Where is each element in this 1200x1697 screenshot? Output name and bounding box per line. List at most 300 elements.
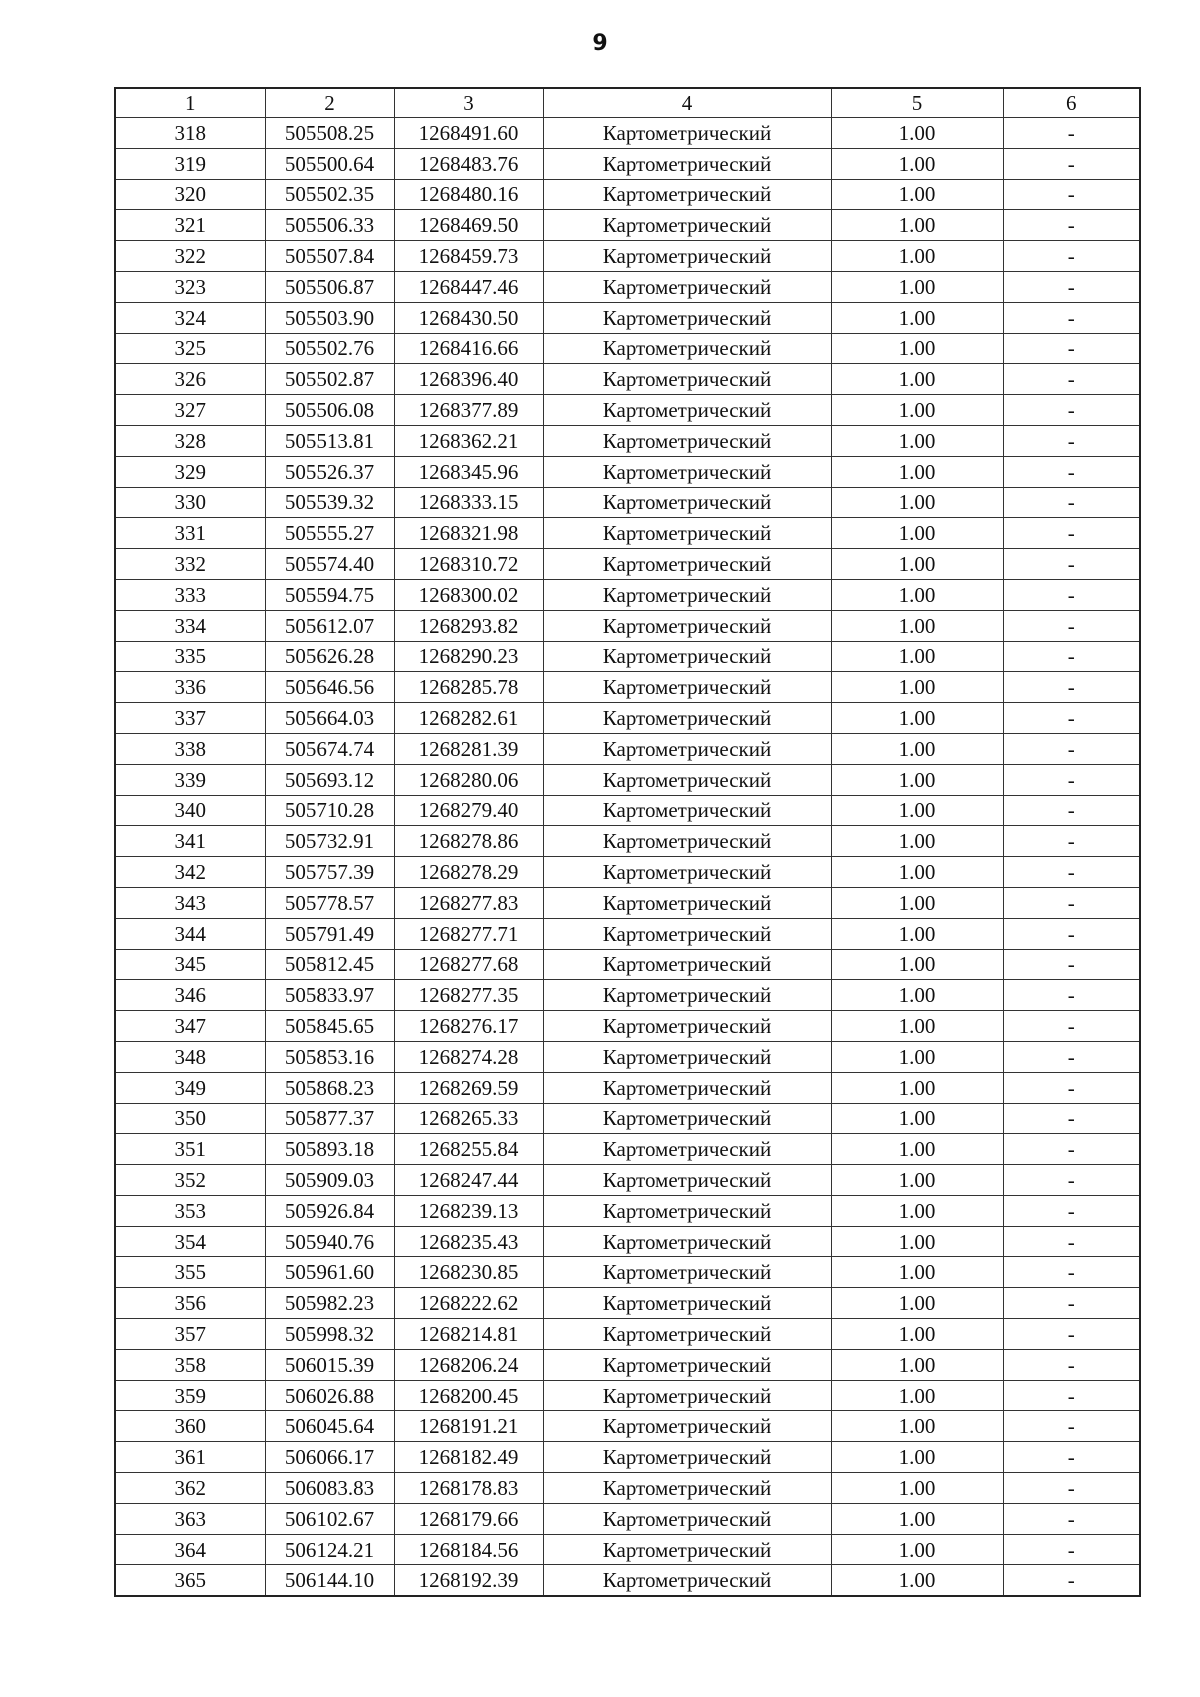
table-row — [115, 1103, 1140, 1134]
x-coordinate-cell: 505845.65 — [265, 1011, 394, 1042]
method-cell: Картометрический — [543, 1134, 831, 1165]
x-coordinate-cell: 505508.25 — [265, 118, 394, 149]
method-cell: Картометрический — [543, 857, 831, 888]
method-cell: Картометрический — [543, 980, 831, 1011]
point-number-cell: 325 — [115, 333, 265, 364]
note-cell: - — [1003, 1411, 1140, 1442]
note-cell: - — [1003, 1011, 1140, 1042]
accuracy-cell: 1.00 — [831, 1349, 1003, 1380]
table-row — [115, 949, 1140, 980]
x-coordinate-cell: 505693.12 — [265, 764, 394, 795]
method-cell: Картометрический — [543, 887, 831, 918]
point-number-cell: 347 — [115, 1011, 265, 1042]
method-cell: Картометрический — [543, 1257, 831, 1288]
y-coordinate-cell: 1268265.33 — [394, 1103, 543, 1134]
method-cell: Картометрический — [543, 395, 831, 426]
x-coordinate-cell: 505506.08 — [265, 395, 394, 426]
y-coordinate-cell: 1268333.15 — [394, 487, 543, 518]
accuracy-cell: 1.00 — [831, 179, 1003, 210]
method-cell: Картометрический — [543, 918, 831, 949]
note-cell: - — [1003, 1442, 1140, 1473]
table-row — [115, 456, 1140, 487]
column-header: 1 — [115, 88, 265, 118]
y-coordinate-cell: 1268469.50 — [394, 210, 543, 241]
note-cell: - — [1003, 672, 1140, 703]
method-cell: Картометрический — [543, 795, 831, 826]
accuracy-cell: 1.00 — [831, 425, 1003, 456]
accuracy-cell: 1.00 — [831, 118, 1003, 149]
point-number-cell: 328 — [115, 425, 265, 456]
x-coordinate-cell: 505502.76 — [265, 333, 394, 364]
point-number-cell: 339 — [115, 764, 265, 795]
point-number-cell: 352 — [115, 1165, 265, 1196]
point-number-cell: 363 — [115, 1503, 265, 1534]
method-cell: Картометрический — [543, 1011, 831, 1042]
table-row — [115, 1011, 1140, 1042]
method-cell: Картометрический — [543, 241, 831, 272]
table-row — [115, 1165, 1140, 1196]
note-cell: - — [1003, 579, 1140, 610]
table-row — [115, 795, 1140, 826]
point-number-cell: 351 — [115, 1134, 265, 1165]
table-row — [115, 733, 1140, 764]
method-cell: Картометрический — [543, 148, 831, 179]
x-coordinate-cell: 505513.81 — [265, 425, 394, 456]
table-row — [115, 1411, 1140, 1442]
x-coordinate-cell: 505506.33 — [265, 210, 394, 241]
table-row — [115, 1195, 1140, 1226]
x-coordinate-cell: 505612.07 — [265, 610, 394, 641]
method-cell: Картометрический — [543, 549, 831, 580]
method-cell: Картометрический — [543, 733, 831, 764]
y-coordinate-cell: 1268269.59 — [394, 1072, 543, 1103]
table-row — [115, 1134, 1140, 1165]
table-row — [115, 826, 1140, 857]
table-row — [115, 395, 1140, 426]
y-coordinate-cell: 1268321.98 — [394, 518, 543, 549]
method-cell: Картометрический — [543, 1319, 831, 1350]
note-cell: - — [1003, 1072, 1140, 1103]
x-coordinate-cell: 506144.10 — [265, 1565, 394, 1596]
accuracy-cell: 1.00 — [831, 1103, 1003, 1134]
table-row — [115, 887, 1140, 918]
note-cell: - — [1003, 1565, 1140, 1596]
accuracy-cell: 1.00 — [831, 672, 1003, 703]
method-cell: Картометрический — [543, 179, 831, 210]
note-cell: - — [1003, 148, 1140, 179]
x-coordinate-cell: 505500.64 — [265, 148, 394, 179]
table-row — [115, 918, 1140, 949]
accuracy-cell: 1.00 — [831, 210, 1003, 241]
coordinates-table — [114, 87, 1141, 1597]
note-cell: - — [1003, 1473, 1140, 1504]
method-cell: Картометрический — [543, 579, 831, 610]
table-row — [115, 1226, 1140, 1257]
point-number-cell: 331 — [115, 518, 265, 549]
table-row — [115, 148, 1140, 179]
method-cell: Картометрический — [543, 641, 831, 672]
y-coordinate-cell: 1268483.76 — [394, 148, 543, 179]
note-cell: - — [1003, 764, 1140, 795]
y-coordinate-cell: 1268447.46 — [394, 271, 543, 302]
note-cell: - — [1003, 1380, 1140, 1411]
method-cell: Картометрический — [543, 518, 831, 549]
y-coordinate-cell: 1268293.82 — [394, 610, 543, 641]
point-number-cell: 359 — [115, 1380, 265, 1411]
x-coordinate-cell: 505926.84 — [265, 1195, 394, 1226]
x-coordinate-cell: 506026.88 — [265, 1380, 394, 1411]
table-row — [115, 179, 1140, 210]
accuracy-cell: 1.00 — [831, 148, 1003, 179]
point-number-cell: 320 — [115, 179, 265, 210]
table-row — [115, 487, 1140, 518]
y-coordinate-cell: 1268247.44 — [394, 1165, 543, 1196]
y-coordinate-cell: 1268179.66 — [394, 1503, 543, 1534]
method-cell: Картометрический — [543, 1349, 831, 1380]
table-row — [115, 579, 1140, 610]
y-coordinate-cell: 1268480.16 — [394, 179, 543, 210]
method-cell: Картометрический — [543, 487, 831, 518]
point-number-cell: 350 — [115, 1103, 265, 1134]
accuracy-cell: 1.00 — [831, 1288, 1003, 1319]
accuracy-cell: 1.00 — [831, 487, 1003, 518]
note-cell: - — [1003, 456, 1140, 487]
x-coordinate-cell: 505853.16 — [265, 1041, 394, 1072]
point-number-cell: 362 — [115, 1473, 265, 1504]
accuracy-cell: 1.00 — [831, 1041, 1003, 1072]
note-cell: - — [1003, 795, 1140, 826]
method-cell: Картометрический — [543, 271, 831, 302]
accuracy-cell: 1.00 — [831, 1411, 1003, 1442]
accuracy-cell: 1.00 — [831, 1011, 1003, 1042]
table-row — [115, 641, 1140, 672]
y-coordinate-cell: 1268230.85 — [394, 1257, 543, 1288]
point-number-cell: 355 — [115, 1257, 265, 1288]
point-number-cell: 322 — [115, 241, 265, 272]
note-cell: - — [1003, 1103, 1140, 1134]
point-number-cell: 337 — [115, 703, 265, 734]
method-cell: Картометрический — [543, 703, 831, 734]
accuracy-cell: 1.00 — [831, 579, 1003, 610]
y-coordinate-cell: 1268277.68 — [394, 949, 543, 980]
y-coordinate-cell: 1268206.24 — [394, 1349, 543, 1380]
x-coordinate-cell: 505526.37 — [265, 456, 394, 487]
accuracy-cell: 1.00 — [831, 395, 1003, 426]
accuracy-cell: 1.00 — [831, 826, 1003, 857]
point-number-cell: 360 — [115, 1411, 265, 1442]
note-cell: - — [1003, 518, 1140, 549]
method-cell: Картометрический — [543, 364, 831, 395]
note-cell: - — [1003, 333, 1140, 364]
method-cell: Картометрический — [543, 1103, 831, 1134]
method-cell: Картометрический — [543, 1565, 831, 1596]
y-coordinate-cell: 1268290.23 — [394, 641, 543, 672]
accuracy-cell: 1.00 — [831, 857, 1003, 888]
point-number-cell: 341 — [115, 826, 265, 857]
note-cell: - — [1003, 887, 1140, 918]
note-cell: - — [1003, 1288, 1140, 1319]
table-row — [115, 1534, 1140, 1565]
point-number-cell: 335 — [115, 641, 265, 672]
accuracy-cell: 1.00 — [831, 1319, 1003, 1350]
method-cell: Картометрический — [543, 1288, 831, 1319]
y-coordinate-cell: 1268235.43 — [394, 1226, 543, 1257]
method-cell: Картометрический — [543, 610, 831, 641]
x-coordinate-cell: 506124.21 — [265, 1534, 394, 1565]
note-cell: - — [1003, 210, 1140, 241]
accuracy-cell: 1.00 — [831, 980, 1003, 1011]
note-cell: - — [1003, 1165, 1140, 1196]
table-row — [115, 549, 1140, 580]
point-number-cell: 358 — [115, 1349, 265, 1380]
note-cell: - — [1003, 241, 1140, 272]
x-coordinate-cell: 505791.49 — [265, 918, 394, 949]
table-row — [115, 1442, 1140, 1473]
table-row — [115, 302, 1140, 333]
point-number-cell: 346 — [115, 980, 265, 1011]
accuracy-cell: 1.00 — [831, 1534, 1003, 1565]
y-coordinate-cell: 1268362.21 — [394, 425, 543, 456]
method-cell: Картометрический — [543, 333, 831, 364]
y-coordinate-cell: 1268277.83 — [394, 887, 543, 918]
table-row — [115, 1257, 1140, 1288]
accuracy-cell: 1.00 — [831, 918, 1003, 949]
note-cell: - — [1003, 1226, 1140, 1257]
note-cell: - — [1003, 425, 1140, 456]
accuracy-cell: 1.00 — [831, 887, 1003, 918]
note-cell: - — [1003, 1534, 1140, 1565]
y-coordinate-cell: 1268274.28 — [394, 1041, 543, 1072]
note-cell: - — [1003, 364, 1140, 395]
note-cell: - — [1003, 857, 1140, 888]
x-coordinate-cell: 505503.90 — [265, 302, 394, 333]
x-coordinate-cell: 506015.39 — [265, 1349, 394, 1380]
table-row — [115, 241, 1140, 272]
x-coordinate-cell: 505833.97 — [265, 980, 394, 1011]
point-number-cell: 324 — [115, 302, 265, 333]
note-cell: - — [1003, 641, 1140, 672]
accuracy-cell: 1.00 — [831, 456, 1003, 487]
y-coordinate-cell: 1268282.61 — [394, 703, 543, 734]
y-coordinate-cell: 1268200.45 — [394, 1380, 543, 1411]
note-cell: - — [1003, 118, 1140, 149]
table-row — [115, 518, 1140, 549]
note-cell: - — [1003, 487, 1140, 518]
table-row — [115, 271, 1140, 302]
y-coordinate-cell: 1268255.84 — [394, 1134, 543, 1165]
note-cell: - — [1003, 1134, 1140, 1165]
y-coordinate-cell: 1268280.06 — [394, 764, 543, 795]
point-number-cell: 319 — [115, 148, 265, 179]
accuracy-cell: 1.00 — [831, 641, 1003, 672]
point-number-cell: 326 — [115, 364, 265, 395]
y-coordinate-cell: 1268459.73 — [394, 241, 543, 272]
table-row — [115, 1380, 1140, 1411]
column-header: 5 — [831, 88, 1003, 118]
table-row — [115, 364, 1140, 395]
note-cell: - — [1003, 1319, 1140, 1350]
note-cell: - — [1003, 610, 1140, 641]
method-cell: Картометрический — [543, 1442, 831, 1473]
method-cell: Картометрический — [543, 1041, 831, 1072]
x-coordinate-cell: 505574.40 — [265, 549, 394, 580]
point-number-cell: 330 — [115, 487, 265, 518]
table-row — [115, 1565, 1140, 1596]
accuracy-cell: 1.00 — [831, 949, 1003, 980]
y-coordinate-cell: 1268214.81 — [394, 1319, 543, 1350]
x-coordinate-cell: 506066.17 — [265, 1442, 394, 1473]
accuracy-cell: 1.00 — [831, 1380, 1003, 1411]
y-coordinate-cell: 1268276.17 — [394, 1011, 543, 1042]
table-row — [115, 610, 1140, 641]
y-coordinate-cell: 1268377.89 — [394, 395, 543, 426]
y-coordinate-cell: 1268281.39 — [394, 733, 543, 764]
table-row — [115, 1319, 1140, 1350]
accuracy-cell: 1.00 — [831, 610, 1003, 641]
table-header — [115, 88, 1140, 118]
accuracy-cell: 1.00 — [831, 1072, 1003, 1103]
table-row — [115, 764, 1140, 795]
column-header: 4 — [543, 88, 831, 118]
point-number-cell: 340 — [115, 795, 265, 826]
x-coordinate-cell: 505877.37 — [265, 1103, 394, 1134]
method-cell: Картометрический — [543, 425, 831, 456]
accuracy-cell: 1.00 — [831, 1565, 1003, 1596]
table-row — [115, 425, 1140, 456]
x-coordinate-cell: 505555.27 — [265, 518, 394, 549]
method-cell: Картометрический — [543, 1380, 831, 1411]
accuracy-cell: 1.00 — [831, 333, 1003, 364]
x-coordinate-cell: 505812.45 — [265, 949, 394, 980]
note-cell: - — [1003, 549, 1140, 580]
table-row — [115, 672, 1140, 703]
point-number-cell: 364 — [115, 1534, 265, 1565]
x-coordinate-cell: 505940.76 — [265, 1226, 394, 1257]
point-number-cell: 353 — [115, 1195, 265, 1226]
y-coordinate-cell: 1268300.02 — [394, 579, 543, 610]
note-cell: - — [1003, 1257, 1140, 1288]
table-row — [115, 1473, 1140, 1504]
accuracy-cell: 1.00 — [831, 1165, 1003, 1196]
accuracy-cell: 1.00 — [831, 1442, 1003, 1473]
accuracy-cell: 1.00 — [831, 764, 1003, 795]
point-number-cell: 361 — [115, 1442, 265, 1473]
table-row — [115, 333, 1140, 364]
header-row — [115, 88, 1140, 118]
table-row — [115, 1288, 1140, 1319]
note-cell: - — [1003, 179, 1140, 210]
x-coordinate-cell: 505757.39 — [265, 857, 394, 888]
x-coordinate-cell: 505502.87 — [265, 364, 394, 395]
x-coordinate-cell: 505506.87 — [265, 271, 394, 302]
accuracy-cell: 1.00 — [831, 302, 1003, 333]
accuracy-cell: 1.00 — [831, 1473, 1003, 1504]
column-header: 6 — [1003, 88, 1140, 118]
note-cell: - — [1003, 733, 1140, 764]
note-cell: - — [1003, 980, 1140, 1011]
x-coordinate-cell: 505646.56 — [265, 672, 394, 703]
table-body — [115, 118, 1140, 1597]
x-coordinate-cell: 505909.03 — [265, 1165, 394, 1196]
y-coordinate-cell: 1268491.60 — [394, 118, 543, 149]
y-coordinate-cell: 1268277.35 — [394, 980, 543, 1011]
y-coordinate-cell: 1268192.39 — [394, 1565, 543, 1596]
point-number-cell: 333 — [115, 579, 265, 610]
y-coordinate-cell: 1268178.83 — [394, 1473, 543, 1504]
x-coordinate-cell: 505539.32 — [265, 487, 394, 518]
y-coordinate-cell: 1268396.40 — [394, 364, 543, 395]
point-number-cell: 323 — [115, 271, 265, 302]
method-cell: Картометрический — [543, 302, 831, 333]
accuracy-cell: 1.00 — [831, 364, 1003, 395]
x-coordinate-cell: 505594.75 — [265, 579, 394, 610]
accuracy-cell: 1.00 — [831, 733, 1003, 764]
accuracy-cell: 1.00 — [831, 703, 1003, 734]
y-coordinate-cell: 1268184.56 — [394, 1534, 543, 1565]
note-cell: - — [1003, 703, 1140, 734]
accuracy-cell: 1.00 — [831, 518, 1003, 549]
table-row — [115, 118, 1140, 149]
x-coordinate-cell: 505626.28 — [265, 641, 394, 672]
note-cell: - — [1003, 302, 1140, 333]
x-coordinate-cell: 506045.64 — [265, 1411, 394, 1442]
method-cell: Картометрический — [543, 1195, 831, 1226]
point-number-cell: 338 — [115, 733, 265, 764]
y-coordinate-cell: 1268279.40 — [394, 795, 543, 826]
point-number-cell: 365 — [115, 1565, 265, 1596]
note-cell: - — [1003, 1041, 1140, 1072]
column-header: 2 — [265, 88, 394, 118]
accuracy-cell: 1.00 — [831, 271, 1003, 302]
y-coordinate-cell: 1268277.71 — [394, 918, 543, 949]
page-number: 9 — [592, 31, 608, 56]
y-coordinate-cell: 1268430.50 — [394, 302, 543, 333]
method-cell: Картометрический — [543, 672, 831, 703]
x-coordinate-cell: 505674.74 — [265, 733, 394, 764]
y-coordinate-cell: 1268278.29 — [394, 857, 543, 888]
x-coordinate-cell: 505732.91 — [265, 826, 394, 857]
x-coordinate-cell: 505893.18 — [265, 1134, 394, 1165]
point-number-cell: 318 — [115, 118, 265, 149]
accuracy-cell: 1.00 — [831, 549, 1003, 580]
point-number-cell: 344 — [115, 918, 265, 949]
accuracy-cell: 1.00 — [831, 1195, 1003, 1226]
method-cell: Картометрический — [543, 1473, 831, 1504]
table-row — [115, 1349, 1140, 1380]
point-number-cell: 329 — [115, 456, 265, 487]
point-number-cell: 349 — [115, 1072, 265, 1103]
point-number-cell: 336 — [115, 672, 265, 703]
point-number-cell: 342 — [115, 857, 265, 888]
table-row — [115, 1041, 1140, 1072]
x-coordinate-cell: 505982.23 — [265, 1288, 394, 1319]
y-coordinate-cell: 1268222.62 — [394, 1288, 543, 1319]
x-coordinate-cell: 506102.67 — [265, 1503, 394, 1534]
accuracy-cell: 1.00 — [831, 1257, 1003, 1288]
y-coordinate-cell: 1268285.78 — [394, 672, 543, 703]
x-coordinate-cell: 505502.35 — [265, 179, 394, 210]
point-number-cell: 343 — [115, 887, 265, 918]
method-cell: Картометрический — [543, 456, 831, 487]
x-coordinate-cell: 505868.23 — [265, 1072, 394, 1103]
point-number-cell: 357 — [115, 1319, 265, 1350]
table-row — [115, 1072, 1140, 1103]
point-number-cell: 345 — [115, 949, 265, 980]
table-row — [115, 210, 1140, 241]
y-coordinate-cell: 1268310.72 — [394, 549, 543, 580]
point-number-cell: 334 — [115, 610, 265, 641]
table-row — [115, 1503, 1140, 1534]
